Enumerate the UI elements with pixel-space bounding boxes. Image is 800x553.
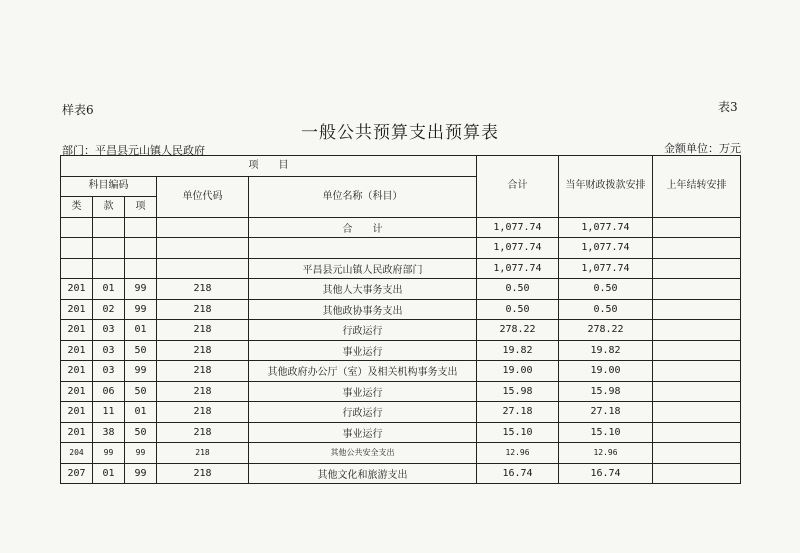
carryover-cell: [653, 299, 741, 320]
current-year-cell: 1,077.74: [559, 258, 653, 279]
unit-code-cell: 218: [157, 279, 249, 300]
unit-code-cell: 218: [157, 340, 249, 361]
unit-name-cell: 合 计: [249, 217, 477, 238]
unit-code-header: 单位代码: [157, 176, 249, 217]
kuan-cell: 01: [93, 279, 125, 300]
current-year-cell: 19.00: [559, 361, 653, 382]
amount-unit-label: 金额单位：万元: [664, 142, 741, 155]
kuan-cell: [93, 217, 125, 238]
kuan-cell: [93, 258, 125, 279]
table-row: [61, 279, 741, 300]
total-cell: 278.22: [477, 320, 559, 341]
unit-code-cell: 218: [157, 443, 249, 464]
carryover-cell: [653, 217, 741, 238]
table-row: [61, 320, 741, 341]
xiang-cell: 99: [125, 279, 157, 300]
unit-code-cell: 218: [157, 402, 249, 423]
current-year-cell: 0.50: [559, 299, 653, 320]
table-row: [61, 463, 741, 484]
unit-name-cell: 事业运行: [249, 422, 477, 443]
unit-code-cell: [157, 258, 249, 279]
sample-label: 样表6: [62, 103, 94, 117]
current-year-cell: 1,077.74: [559, 217, 653, 238]
unit-name-header: 单位名称（科目）: [249, 176, 477, 217]
unit-code-cell: 218: [157, 320, 249, 341]
kuan-cell: 38: [93, 422, 125, 443]
total-cell: 15.98: [477, 381, 559, 402]
current-year-header: 当年财政拨款安排: [559, 156, 653, 218]
lei-cell: 204: [61, 443, 93, 464]
current-year-cell: 15.10: [559, 422, 653, 443]
total-header: 合计: [477, 156, 559, 218]
unit-name-cell: 其他公共安全支出: [249, 443, 477, 464]
lei-cell: 201: [61, 422, 93, 443]
xiang-cell: [125, 258, 157, 279]
unit-code-cell: [157, 217, 249, 238]
carryover-cell: [653, 258, 741, 279]
lei-cell: 201: [61, 320, 93, 341]
page-title: 一般公共预算支出预算表: [301, 123, 499, 143]
unit-name-cell: 平昌县元山镇人民政府部门: [249, 258, 477, 279]
kuan-cell: 03: [93, 320, 125, 341]
current-year-cell: 278.22: [559, 320, 653, 341]
lei-cell: 201: [61, 299, 93, 320]
xiang-cell: 50: [125, 381, 157, 402]
kuan-cell: 01: [93, 463, 125, 484]
carryover-cell: [653, 381, 741, 402]
lei-cell: 201: [61, 402, 93, 423]
unit-name-cell: 其他人大事务支出: [249, 279, 477, 300]
lei-cell: 201: [61, 279, 93, 300]
current-year-cell: 1,077.74: [559, 238, 653, 259]
lei-cell: 207: [61, 463, 93, 484]
kuan-header: 款: [93, 197, 125, 218]
table-row: [61, 361, 741, 382]
total-cell: 1,077.74: [477, 217, 559, 238]
lei-cell: [61, 258, 93, 279]
unit-name-cell: 事业运行: [249, 340, 477, 361]
kuan-cell: 03: [93, 361, 125, 382]
current-year-cell: 16.74: [559, 463, 653, 484]
total-cell: 1,077.74: [477, 258, 559, 279]
current-year-cell: 0.50: [559, 279, 653, 300]
unit-name-cell: [249, 238, 477, 259]
table-row: [61, 422, 741, 443]
current-year-cell: 19.82: [559, 340, 653, 361]
xiang-cell: 99: [125, 463, 157, 484]
xiang-cell: [125, 217, 157, 238]
expenditure-table: [60, 155, 741, 484]
carryover-header: 上年结转安排: [653, 156, 741, 218]
xiang-cell: 99: [125, 361, 157, 382]
total-cell: 1,077.74: [477, 238, 559, 259]
item-header: 项 目: [61, 156, 477, 177]
total-cell: 0.50: [477, 279, 559, 300]
unit-code-cell: 218: [157, 361, 249, 382]
table-row: [61, 258, 741, 279]
subject-code-header: 科目编码: [61, 176, 157, 197]
unit-code-cell: [157, 238, 249, 259]
carryover-cell: [653, 279, 741, 300]
kuan-cell: 99: [93, 443, 125, 464]
unit-code-cell: 218: [157, 299, 249, 320]
lei-cell: 201: [61, 340, 93, 361]
unit-name-cell: 其他政府办公厅（室）及相关机构事务支出: [249, 361, 477, 382]
carryover-cell: [653, 340, 741, 361]
unit-name-cell: 行政运行: [249, 320, 477, 341]
carryover-cell: [653, 361, 741, 382]
kuan-cell: 11: [93, 402, 125, 423]
xiang-header: 项: [125, 197, 157, 218]
department-label: 部门：平昌县元山镇人民政府: [62, 144, 205, 157]
total-cell: 19.82: [477, 340, 559, 361]
total-cell: 15.10: [477, 422, 559, 443]
unit-name-cell: 事业运行: [249, 381, 477, 402]
lei-cell: 201: [61, 361, 93, 382]
total-cell: 0.50: [477, 299, 559, 320]
kuan-cell: 06: [93, 381, 125, 402]
xiang-cell: [125, 238, 157, 259]
xiang-cell: 50: [125, 422, 157, 443]
lei-cell: [61, 238, 93, 259]
total-cell: 27.18: [477, 402, 559, 423]
carryover-cell: [653, 422, 741, 443]
current-year-cell: 15.98: [559, 381, 653, 402]
lei-cell: 201: [61, 381, 93, 402]
table-row: [61, 299, 741, 320]
current-year-cell: 12.96: [559, 443, 653, 464]
unit-name-cell: 行政运行: [249, 402, 477, 423]
table-row: [61, 381, 741, 402]
carryover-cell: [653, 238, 741, 259]
carryover-cell: [653, 443, 741, 464]
total-cell: 16.74: [477, 463, 559, 484]
xiang-cell: 99: [125, 443, 157, 464]
current-year-cell: 27.18: [559, 402, 653, 423]
unit-name-cell: 其他政协事务支出: [249, 299, 477, 320]
kuan-cell: 02: [93, 299, 125, 320]
unit-code-cell: 218: [157, 381, 249, 402]
xiang-cell: 99: [125, 299, 157, 320]
carryover-cell: [653, 320, 741, 341]
table-row: [61, 443, 741, 464]
table-row: [61, 340, 741, 361]
xiang-cell: 01: [125, 402, 157, 423]
total-cell: 12.96: [477, 443, 559, 464]
table-number: 表3: [718, 100, 738, 114]
kuan-cell: [93, 238, 125, 259]
xiang-cell: 01: [125, 320, 157, 341]
carryover-cell: [653, 402, 741, 423]
table-row: [61, 238, 741, 259]
carryover-cell: [653, 463, 741, 484]
kuan-cell: 03: [93, 340, 125, 361]
unit-code-cell: 218: [157, 463, 249, 484]
unit-code-cell: 218: [157, 422, 249, 443]
total-cell: 19.00: [477, 361, 559, 382]
lei-header: 类: [61, 197, 93, 218]
lei-cell: [61, 217, 93, 238]
table-row: [61, 217, 741, 238]
unit-name-cell: 其他文化和旅游支出: [249, 463, 477, 484]
table-row: [61, 402, 741, 423]
xiang-cell: 50: [125, 340, 157, 361]
